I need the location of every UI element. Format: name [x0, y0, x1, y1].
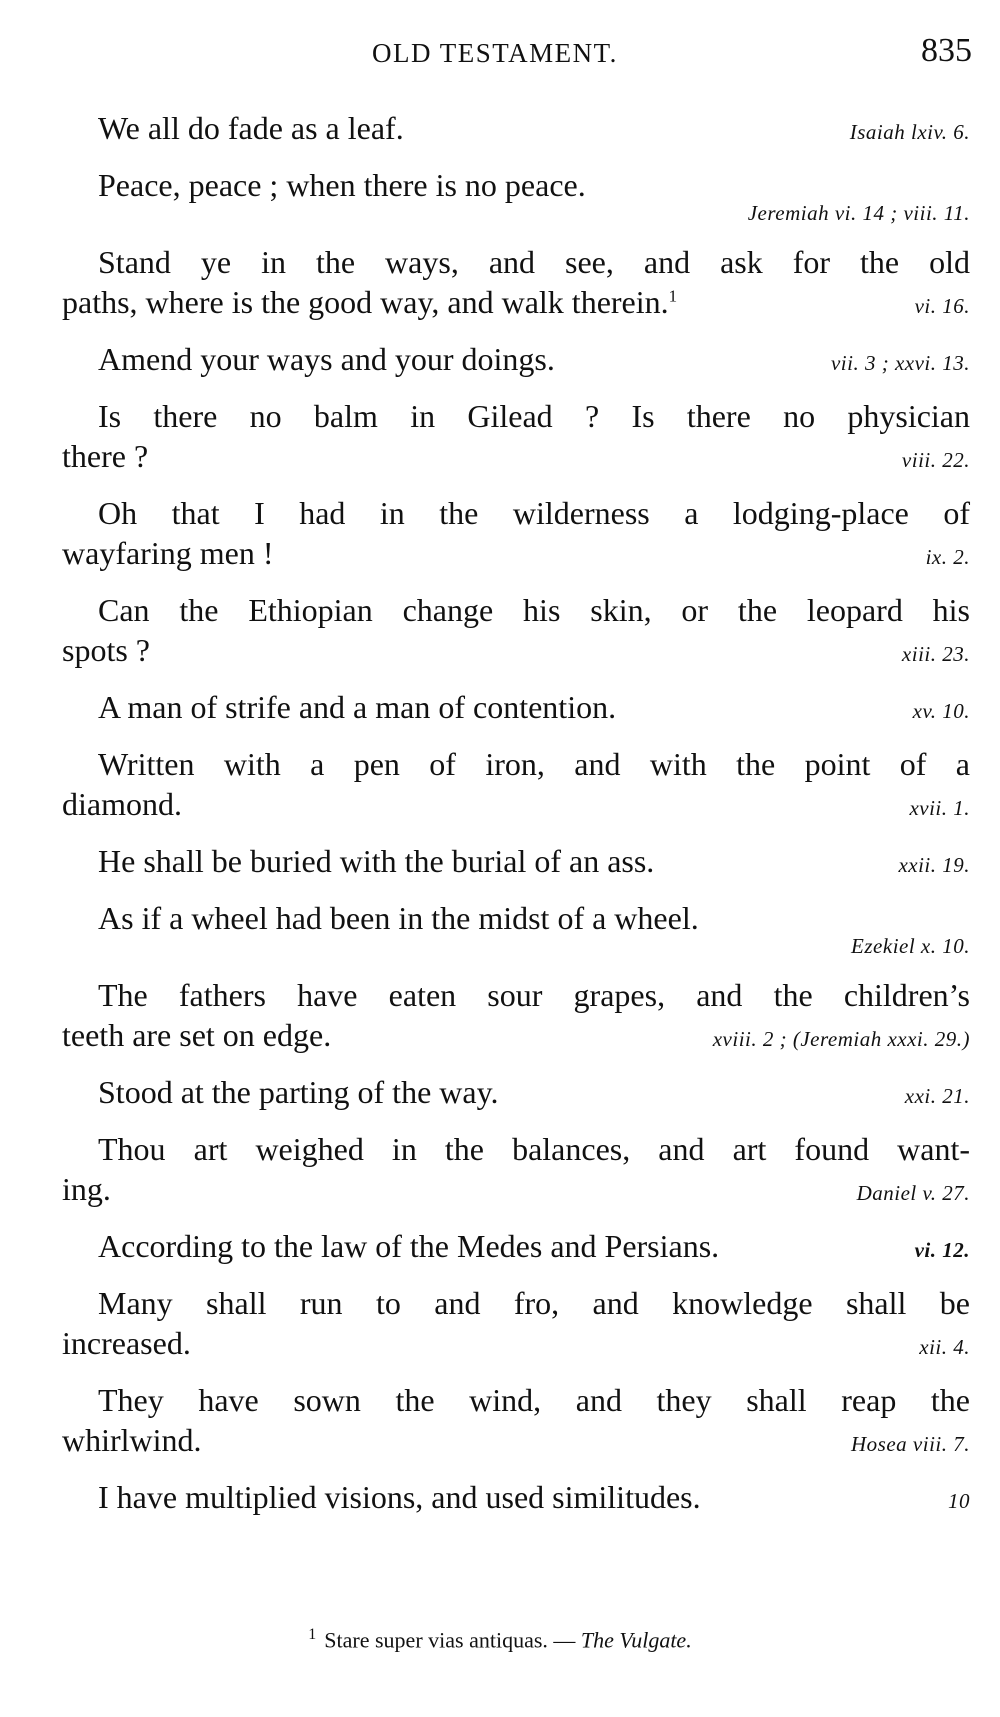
footnote	[0, 1626, 1000, 1653]
quotation-entry	[62, 1477, 970, 1517]
scripture-reference-primary: xviii. 2 ;	[712, 1027, 788, 1051]
quotation-text-line2: diamond.	[62, 786, 182, 822]
quotation-text-line1: Stand ye in the ways, and see, and ask for the old	[98, 244, 970, 280]
quotation-text: We all do fade as a leaf.	[98, 110, 404, 146]
quotation-text: I have multiplied visions, and used similitudes.	[98, 1479, 701, 1515]
scripture-reference: xiii. 23.	[901, 642, 970, 666]
scripture-reference: Daniel v. 27.	[856, 1181, 970, 1205]
footnote-source: The Vulgate.	[580, 1627, 692, 1653]
scripture-reference-cross: (Jeremiah xxxi. 29.)	[792, 1027, 970, 1051]
quotation-entry	[62, 898, 970, 958]
quotation-text-line2: ing.	[62, 1171, 111, 1207]
quotation-text-line2: whirlwind.	[62, 1422, 202, 1458]
footnote-mark: 1	[668, 286, 678, 306]
scripture-reference: viii. 22.	[901, 448, 970, 472]
quotation-text-line2: there ?	[62, 438, 149, 474]
scripture-reference: Jeremiah vi. 14 ; viii. 11.	[747, 201, 970, 225]
scripture-reference: Ezekiel x. 10.	[851, 934, 970, 958]
quotation-entry	[62, 1072, 970, 1112]
quotation-entry	[62, 1129, 970, 1209]
quotation-text-line2: teeth are set on edge.	[62, 1017, 332, 1053]
quotation-entry	[62, 744, 970, 824]
quotation-text-line1: Is there no balm in Gilead ? Is there no physician	[98, 398, 970, 434]
scripture-reference: xvii. 1.	[909, 796, 970, 820]
scripture-reference: xxii. 19.	[898, 853, 970, 877]
quotation-text: He shall be buried with the burial of an ass.	[98, 843, 655, 879]
quotation-text-line1: Thou art weighed in the balances, and art found want-	[98, 1131, 970, 1167]
quotation-entry	[62, 687, 970, 727]
quotation-text-line2: spots ?	[62, 632, 150, 668]
quotation-text-line2: paths, where is the good way, and walk therein.	[62, 284, 669, 320]
quotation-text-line1: Many shall run to and fro, and knowledge shall be	[98, 1285, 970, 1321]
quotation-text-line1: Written with a pen of iron, and with the point of a	[98, 746, 970, 782]
footnote-mark: 1	[308, 1626, 317, 1643]
quotation-entry	[62, 975, 970, 1055]
scripture-reference: xv. 10.	[912, 699, 970, 723]
quotation-list	[62, 108, 970, 1534]
quotation-entry	[62, 1283, 970, 1363]
scripture-reference: 10	[948, 1489, 970, 1513]
quotation-text: Stood at the parting of the way.	[98, 1074, 499, 1110]
quotation-text: Amend your ways and your doings.	[98, 341, 555, 377]
quotation-entry	[62, 242, 970, 322]
quotation-entry	[62, 108, 970, 148]
quotation-entry	[62, 1226, 970, 1266]
scripture-reference: Isaiah lxiv. 6.	[849, 120, 970, 144]
quotation-text-line1: Can the Ethiopian change his skin, or the leopard his	[98, 592, 970, 628]
quotation-text-line2: increased.	[62, 1325, 191, 1361]
quotation-entry	[62, 1380, 970, 1460]
scripture-reference	[713, 1027, 970, 1052]
quotation-text: Peace, peace ; when there is no peace.	[98, 167, 586, 203]
page-header	[0, 32, 1000, 82]
scripture-reference: vi. 16.	[914, 294, 970, 318]
scripture-reference: ix. 2.	[925, 545, 970, 569]
quotation-entry	[62, 493, 970, 573]
quotation-entry	[62, 841, 970, 881]
scripture-reference: vii. 3 ; xxvi. 13.	[830, 351, 970, 375]
quotation-text-line2: wayfaring men !	[62, 535, 274, 571]
quotation-text: As if a wheel had been in the midst of a wheel.	[98, 900, 699, 936]
quotation-entry	[62, 339, 970, 379]
quotation-text-line1: They have sown the wind, and they shall reap the	[98, 1382, 970, 1418]
quotation-text: A man of strife and a man of contention.	[98, 689, 617, 725]
page-number: 835	[921, 32, 972, 69]
footnote-text: Stare super vias antiquas. —	[324, 1627, 576, 1653]
running-title: OLD TESTAMENT.	[372, 38, 618, 68]
quotation-entry	[62, 165, 970, 225]
scripture-reference: xxi. 21.	[904, 1084, 970, 1108]
scripture-reference: Hosea viii. 7.	[851, 1432, 970, 1456]
quotation-text: According to the law of the Medes and Persians.	[98, 1228, 720, 1264]
quotation-text-line1: The fathers have eaten sour grapes, and the children’s	[98, 977, 970, 1013]
quotation-entry	[62, 590, 970, 670]
quotation-entry	[62, 396, 970, 476]
scripture-reference: xii. 4.	[919, 1335, 970, 1359]
quotation-text-line1: Oh that I had in the wilderness a lodging-place of	[98, 495, 970, 531]
scripture-reference: vi. 12.	[914, 1238, 970, 1262]
